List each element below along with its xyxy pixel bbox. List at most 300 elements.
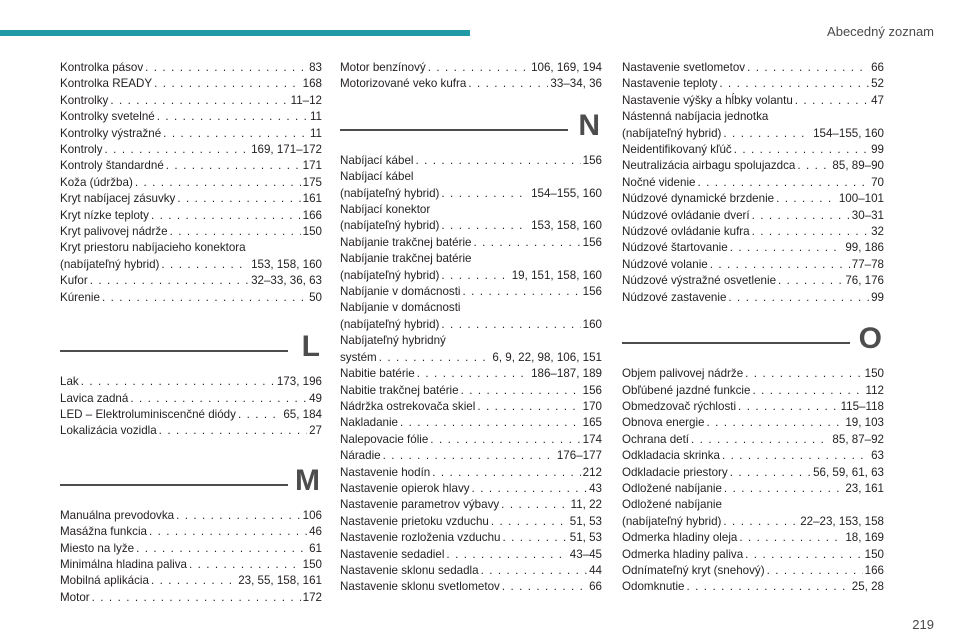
index-entry-term: Kontrolky výstražné — [60, 126, 162, 140]
index-entry-term: Mobilná aplikácia — [60, 574, 149, 588]
index-entry-row — [340, 153, 602, 169]
index-entry-row — [340, 235, 602, 251]
index-entry — [60, 508, 322, 524]
index-entry-term: Nastavenie teploty — [622, 77, 718, 91]
index-entry-pages: 99, 186 — [845, 241, 884, 255]
index-entry-row — [622, 579, 884, 595]
index-entry-term: Kontroly štandardné — [60, 159, 164, 173]
index-entry-term: Ochrana detí — [622, 432, 690, 446]
index-entry-pages: 99 — [871, 290, 884, 304]
index-entry-pages: 186–187, 189 — [531, 367, 602, 381]
dot-leader — [691, 432, 830, 448]
index-entry-term: Minimálna hladina paliva — [60, 557, 187, 571]
dot-leader — [730, 240, 844, 256]
index-entry-pages: 156 — [582, 383, 602, 397]
dot-leader — [154, 76, 301, 92]
dot-leader — [752, 224, 869, 240]
index-entry-row — [622, 60, 884, 76]
dot-leader — [739, 530, 843, 546]
index-entry-pages: 115–118 — [840, 399, 884, 413]
dot-leader — [446, 547, 567, 563]
index-entry — [622, 465, 884, 481]
index-entry — [60, 60, 322, 76]
dot-leader — [752, 383, 863, 399]
index-entry-term: Motor — [60, 590, 90, 604]
dot-leader — [795, 93, 869, 109]
index-entry-row — [340, 481, 602, 497]
index-entry-row — [340, 448, 602, 464]
index-entry-pages: 166 — [864, 563, 884, 577]
index-entry-pages: 56, 59, 61, 63 — [813, 465, 884, 479]
index-entry-row — [60, 573, 322, 589]
index-entry — [340, 399, 602, 415]
index-entry-lead: Nabíjanie v domácnosti — [340, 301, 461, 315]
index-entry-pages: 27 — [309, 424, 322, 438]
index-entry-row — [340, 432, 602, 448]
section-header — [60, 462, 322, 506]
index-entry-row — [340, 186, 602, 202]
index-entry-term: Objem palivovej nádrže — [622, 367, 744, 381]
index-entry-pages: 156 — [582, 235, 602, 249]
index-entry — [340, 563, 602, 579]
index-entry — [622, 158, 884, 174]
index-entry-pages: 100–101 — [838, 192, 884, 206]
index-entry — [60, 423, 322, 439]
index-entry-lead: Nabíjací kábel — [340, 170, 414, 184]
index-entry-pages: 106, 169, 194 — [531, 61, 602, 74]
index-entry-term: Núdzové ovládanie dverí — [622, 208, 750, 222]
dot-leader — [767, 563, 863, 579]
index-entry-pages: 33–34, 36 — [550, 77, 602, 91]
index-entry-pages: 77–78 — [851, 257, 884, 271]
index-entry — [60, 93, 322, 109]
dot-leader — [105, 142, 250, 158]
index-entry-row — [340, 317, 602, 333]
index-entry-pages: 61 — [309, 541, 322, 555]
index-entry-pages: 18, 169 — [845, 531, 884, 545]
index-entry-pages: 49 — [309, 391, 322, 405]
index-entry-term: Odkladacie priestory — [622, 465, 728, 479]
section-rule — [60, 484, 288, 486]
index-entry-row — [60, 208, 322, 224]
dot-leader — [161, 257, 249, 273]
index-entry-row — [60, 126, 322, 142]
index-entry-term: (nabíjateľný hybrid) — [340, 186, 440, 200]
dot-leader — [501, 497, 568, 513]
index-entry-row — [340, 383, 602, 399]
dot-leader — [472, 481, 588, 497]
dot-leader — [468, 76, 548, 92]
index-entry-pages: 51, 53 — [569, 514, 602, 528]
index-entry-term: Nastavenie hodín — [340, 465, 431, 479]
section-header — [60, 328, 322, 372]
index-entry — [340, 497, 602, 513]
index-entry-pages: 153, 158, 160 — [531, 219, 602, 233]
index-entry-pages: 160 — [582, 317, 602, 331]
dot-leader — [430, 432, 580, 448]
index-entry-row — [622, 191, 884, 207]
section-rule — [622, 342, 850, 344]
index-entry — [622, 432, 884, 448]
index-entry-row — [622, 415, 884, 431]
index-entry-pages: 76, 176 — [845, 274, 884, 288]
index-entry-lead: Nabíjací konektor — [340, 203, 431, 217]
index-entry-term: Kontrolka READY — [60, 77, 153, 91]
index-entry — [340, 60, 602, 76]
index-entry-pages: 65, 184 — [283, 407, 322, 421]
index-entry-term: LED – Elektroluminiscenčné diódy — [60, 407, 236, 421]
index-entry-row — [340, 415, 602, 431]
index-entry — [340, 547, 602, 563]
dot-leader — [745, 366, 863, 382]
index-entry-row — [60, 290, 322, 306]
index-entry-term: (nabíjateľný hybrid) — [340, 219, 440, 233]
dot-leader — [400, 415, 581, 431]
index-entry — [622, 273, 884, 289]
index-entry-term: Nabitie batérie — [340, 367, 415, 381]
dot-leader — [707, 415, 844, 431]
index-entry-row — [622, 530, 884, 546]
index-entry-row — [340, 76, 602, 92]
index-entry-row — [60, 407, 322, 423]
index-entry-pages: 168 — [302, 77, 322, 91]
dot-leader — [728, 290, 869, 306]
index-entry-term: Neutralizácia airbagu spolujazdca — [622, 159, 796, 173]
index-entry-pages: 156 — [582, 153, 602, 167]
index-entry — [622, 497, 884, 530]
dot-leader — [722, 448, 869, 464]
index-entry-pages: 153, 158, 160 — [251, 257, 322, 271]
index-entry-row — [340, 60, 602, 76]
index-entry-pages: 170 — [582, 399, 602, 413]
index-entry-row — [622, 432, 884, 448]
index-entry — [60, 208, 322, 224]
index-entry-row — [340, 268, 602, 284]
index-entry — [340, 76, 602, 92]
index-entry — [60, 273, 322, 289]
page-number: 219 — [912, 617, 934, 632]
dot-leader — [747, 60, 869, 76]
index-entry-term: Nabíjanie v domácnosti — [340, 285, 461, 299]
index-entry-pages: 25, 28 — [851, 580, 884, 594]
index-entry — [622, 240, 884, 256]
index-entry-lead: Nástenná nabíjacia jednotka — [622, 110, 769, 124]
dot-leader — [461, 383, 581, 399]
index-entry — [60, 573, 322, 589]
section-header — [340, 107, 602, 151]
index-entry-term: Obľúbené jazdné funkcie — [622, 383, 751, 397]
index-entry — [60, 109, 322, 125]
index-entry — [340, 300, 602, 333]
dot-leader — [145, 60, 307, 76]
index-entry-row — [622, 514, 884, 530]
dot-leader — [463, 284, 581, 300]
index-entry-row — [60, 158, 322, 174]
index-entry-term: Náradie — [340, 449, 381, 463]
index-entry-lead: Kryt priestoru nabíjacieho konektora — [60, 241, 246, 255]
index-entry — [622, 383, 884, 399]
dot-leader — [151, 573, 236, 589]
index-entry-pages: 22–23, 153, 158 — [800, 514, 884, 528]
index-entry-term: Nastavenie sklonu svetlometov — [340, 580, 500, 594]
index-entry-term: Kúrenie — [60, 290, 100, 304]
index-entry-row — [340, 497, 602, 513]
index-entry-row — [60, 524, 322, 540]
index-entry-term: Motor benzínový — [340, 61, 426, 74]
section-letter: O — [858, 322, 882, 356]
index-entry-term: Kryt nízke teploty — [60, 208, 149, 222]
index-entry — [622, 93, 884, 109]
dot-leader — [151, 208, 301, 224]
index-entry — [622, 290, 884, 306]
index-entry — [622, 224, 884, 240]
index-entry — [60, 126, 322, 142]
index-entry-term: Núdzové zastavenie — [622, 290, 727, 304]
index-entry-term: Kontrolka pásov — [60, 61, 144, 74]
index-entry-row — [60, 590, 322, 606]
index-entry-pages: 174 — [582, 432, 602, 446]
dot-leader — [734, 142, 869, 158]
dot-leader — [730, 465, 811, 481]
index-entry — [622, 142, 884, 158]
section-letter: L — [301, 330, 320, 364]
dot-leader — [383, 448, 555, 464]
index-entry-pages: 66 — [589, 580, 602, 594]
index-entry-row — [622, 142, 884, 158]
index-entry — [622, 547, 884, 563]
dot-leader — [776, 191, 837, 207]
index-entry-term: Neidentifikovaný kľúč — [622, 143, 732, 157]
index-entry-pages: 43–45 — [569, 547, 602, 561]
index-entry-term: Kontrolky — [60, 93, 109, 107]
index-entry — [340, 465, 602, 481]
section-rule — [340, 129, 568, 131]
index-entry-row — [622, 547, 884, 563]
index-entry-row — [622, 273, 884, 289]
index-entry-row — [622, 563, 884, 579]
index-entry-term: Nočné videnie — [622, 175, 696, 189]
index-entry-row — [60, 60, 322, 76]
dot-leader — [90, 273, 249, 289]
index-entry-pages: 150 — [302, 557, 322, 571]
index-entry-pages: 70 — [871, 175, 884, 189]
index-entry-pages: 63 — [871, 449, 884, 463]
index-entry-term: Kufor — [60, 274, 88, 288]
index-entry-pages: 51, 53 — [569, 531, 602, 545]
index-entry — [340, 235, 602, 251]
index-entry-pages: 85, 89–90 — [832, 159, 884, 173]
index-entry — [622, 257, 884, 273]
index-entry-row — [60, 191, 322, 207]
index-entry-pages: 99 — [871, 143, 884, 157]
index-entry-row — [340, 547, 602, 563]
index-entry — [340, 366, 602, 382]
dot-leader — [719, 76, 869, 92]
index-entry — [60, 541, 322, 557]
index-entry-term: Nabitie trakčnej batérie — [340, 383, 459, 397]
index-entry-term: Nabíjací kábel — [340, 153, 414, 167]
index-entry — [622, 366, 884, 382]
index-entry-row — [622, 224, 884, 240]
dot-leader — [441, 268, 509, 284]
index-entry — [340, 153, 602, 169]
index-entry — [340, 284, 602, 300]
index-entry-term: Odmerka hladiny paliva — [622, 547, 744, 561]
index-entry-term: Nakladanie — [340, 416, 399, 430]
index-entry — [60, 407, 322, 423]
index-entry — [622, 415, 884, 431]
index-column-1 — [60, 60, 322, 606]
index-entry-row — [622, 481, 884, 497]
index-entry-pages: 83 — [309, 61, 322, 74]
index-entry-pages: 23, 55, 158, 161 — [238, 574, 322, 588]
index-entry-term: Nastavenie parametrov výbavy — [340, 498, 500, 512]
dot-leader — [415, 153, 580, 169]
index-entry-row — [622, 158, 884, 174]
page-header-title: Abecedný zoznam — [827, 24, 934, 39]
index-entry — [622, 563, 884, 579]
dot-leader — [710, 257, 850, 273]
index-entry-row — [622, 93, 884, 109]
index-entry-term: Nastavenie opierok hlavy — [340, 481, 470, 495]
index-entry-term: Odložené nabíjanie — [622, 481, 722, 495]
index-entry-row — [340, 284, 602, 300]
index-entry-row — [60, 142, 322, 158]
index-entry-term: Manuálna prevodovka — [60, 508, 175, 522]
index-entry-pages: 154–155, 160 — [531, 186, 602, 200]
dot-leader — [697, 175, 869, 191]
index-entry — [622, 399, 884, 415]
index-entry — [340, 202, 602, 235]
index-entry-row — [622, 257, 884, 273]
index-entry-pages: 154–155, 160 — [813, 126, 884, 140]
index-entry-pages: 176–177 — [556, 449, 602, 463]
dot-leader — [238, 407, 281, 423]
index-entry-row — [340, 530, 602, 546]
index-entry-term: (nabíjateľný hybrid) — [622, 126, 722, 140]
index-entry-pages: 46 — [309, 525, 322, 539]
index-entry-pages: 11 — [309, 110, 322, 124]
index-entry-term: Miesto na lyže — [60, 541, 135, 555]
index-entry-pages: 172 — [302, 590, 322, 604]
index-entry — [622, 175, 884, 191]
index-entry-row — [340, 366, 602, 382]
dot-leader — [477, 399, 580, 415]
index-entry-term: Koža (údržba) — [60, 175, 133, 189]
index-entry-term: Kontrolky svetelné — [60, 110, 155, 124]
index-entry — [622, 191, 884, 207]
dot-leader — [102, 290, 307, 306]
index-entry-row — [60, 109, 322, 125]
index-entry-pages: 23, 161 — [845, 481, 884, 495]
dot-leader — [724, 481, 843, 497]
index-entry-row — [60, 508, 322, 524]
index-entry — [60, 391, 322, 407]
index-entry-lead: Odložené nabíjanie — [622, 498, 722, 512]
index-entry-pages: 166 — [302, 208, 322, 222]
index-entry — [60, 374, 322, 390]
index-entry-pages: 171 — [302, 159, 322, 173]
index-entry-pages: 175 — [302, 175, 322, 189]
index-entry-term: Odomknutie — [622, 580, 685, 594]
index-entry-pages: 44 — [589, 563, 602, 577]
index-entry-term: Masážna funkcia — [60, 525, 147, 539]
index-entry — [60, 224, 322, 240]
dot-leader — [502, 530, 567, 546]
index-entry — [340, 432, 602, 448]
index-entry-row — [60, 541, 322, 557]
index-entry-row — [340, 579, 602, 595]
index-entry-pages: 6, 9, 22, 98, 106, 151 — [492, 350, 602, 364]
index-entry-pages: 66 — [871, 61, 884, 74]
index-entry-term: Núdzové výstražné osvetlenie — [622, 274, 777, 288]
dot-leader — [778, 273, 843, 289]
dot-leader — [491, 514, 568, 530]
index-entry-pages: 50 — [309, 290, 322, 304]
index-entry — [60, 240, 322, 273]
index-entry-term: (nabíjateľný hybrid) — [340, 268, 440, 282]
index-entry-pages: 52 — [871, 77, 884, 91]
index-entry-row — [622, 399, 884, 415]
index-entry — [60, 590, 322, 606]
index-entry — [340, 415, 602, 431]
dot-leader — [417, 366, 529, 382]
dot-leader — [176, 508, 301, 524]
index-entry-term: Nádržka ostrekovača skiel — [340, 399, 476, 413]
dot-leader — [159, 423, 307, 439]
index-entry-row — [60, 257, 322, 273]
index-entry-row — [340, 350, 602, 366]
index-entry-pages: 173, 196 — [276, 375, 322, 389]
index-entry-row — [622, 290, 884, 306]
index-entry-term: Odmerka hladiny oleja — [622, 531, 738, 545]
index-entry-term: Kryt nabíjacej zásuvky — [60, 192, 176, 206]
index-entry-pages: 47 — [871, 93, 884, 107]
index-entry-term: Nastavenie svetlometov — [622, 61, 746, 74]
index-entry-row — [622, 448, 884, 464]
index-entry — [60, 191, 322, 207]
index-entry — [622, 109, 884, 142]
dot-leader — [723, 514, 798, 530]
index-entry-term: Obnova energie — [622, 416, 705, 430]
index-entry-term: Obmedzovač rýchlosti — [622, 399, 737, 413]
index-entry-pages: 30–31 — [851, 208, 884, 222]
dot-leader — [177, 191, 300, 207]
index-entry-pages: 85, 87–92 — [832, 432, 884, 446]
index-entry — [622, 481, 884, 497]
index-entry-pages: 11, 22 — [570, 498, 602, 512]
index-entry — [340, 333, 602, 366]
dot-leader — [441, 317, 580, 333]
index-entry-term: Núdzové dynamické brzdenie — [622, 192, 775, 206]
index-entry-pages: 32 — [871, 225, 884, 239]
index-entry — [60, 142, 322, 158]
index-entry-term: (nabíjateľný hybrid) — [340, 317, 440, 331]
index-entry-pages: 11–12 — [290, 93, 322, 107]
index-entry-pages: 169, 171–172 — [251, 143, 322, 157]
index-entry-row — [340, 218, 602, 234]
dot-leader — [441, 218, 529, 234]
index-entry — [622, 530, 884, 546]
index-entry — [60, 290, 322, 306]
index-entry-term: Odkladacia skrinka — [622, 449, 720, 463]
index-entry-pages: 19, 151, 158, 160 — [511, 268, 602, 282]
dot-leader — [135, 175, 301, 191]
dot-leader — [157, 109, 308, 125]
index-entry — [340, 530, 602, 546]
index-entry-row — [340, 465, 602, 481]
index-entry-term: Nalepovacie fólie — [340, 432, 429, 446]
